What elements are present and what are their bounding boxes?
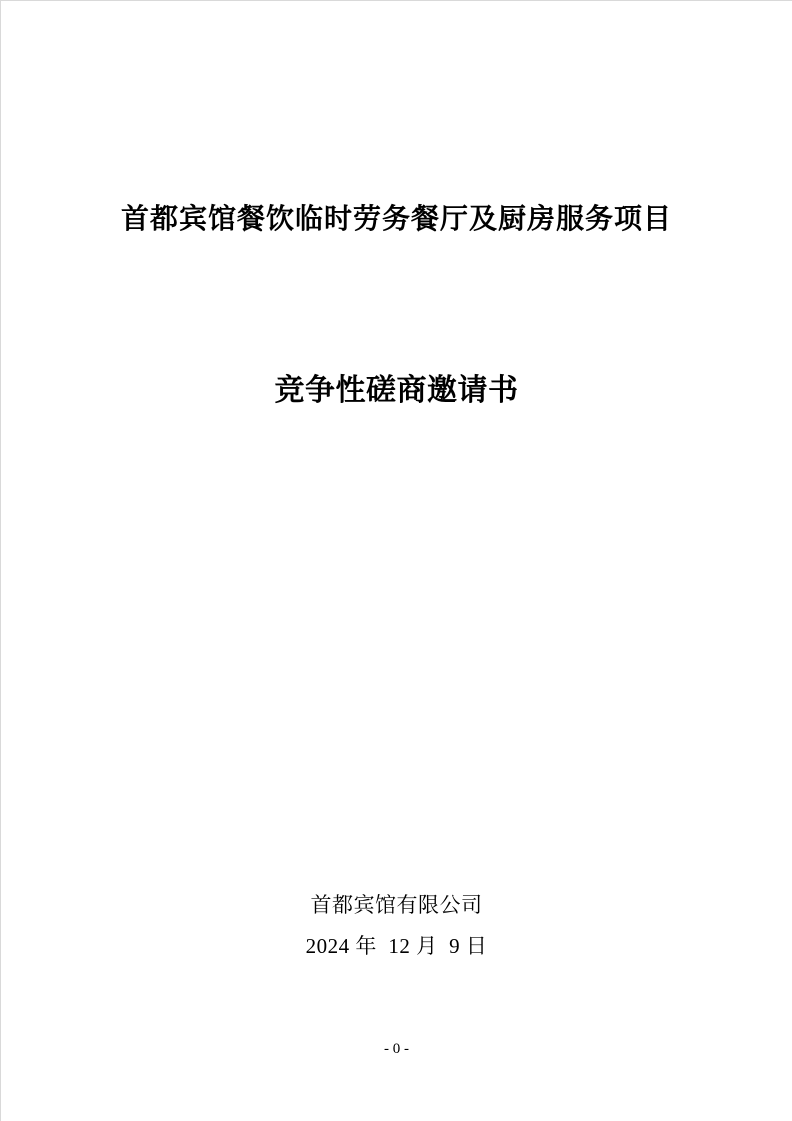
issuer-name: 首都宾馆有限公司 <box>310 893 483 917</box>
issuer-block <box>1 885 792 967</box>
main-title: 首都宾馆餐饮临时劳务餐厅及厨房服务项目 <box>120 204 672 235</box>
issue-date: 2024 年 12 月 9 日 <box>305 934 488 958</box>
page-number: - 0 - <box>384 1041 409 1057</box>
subtitle: 竞争性磋商邀请书 <box>274 374 519 407</box>
